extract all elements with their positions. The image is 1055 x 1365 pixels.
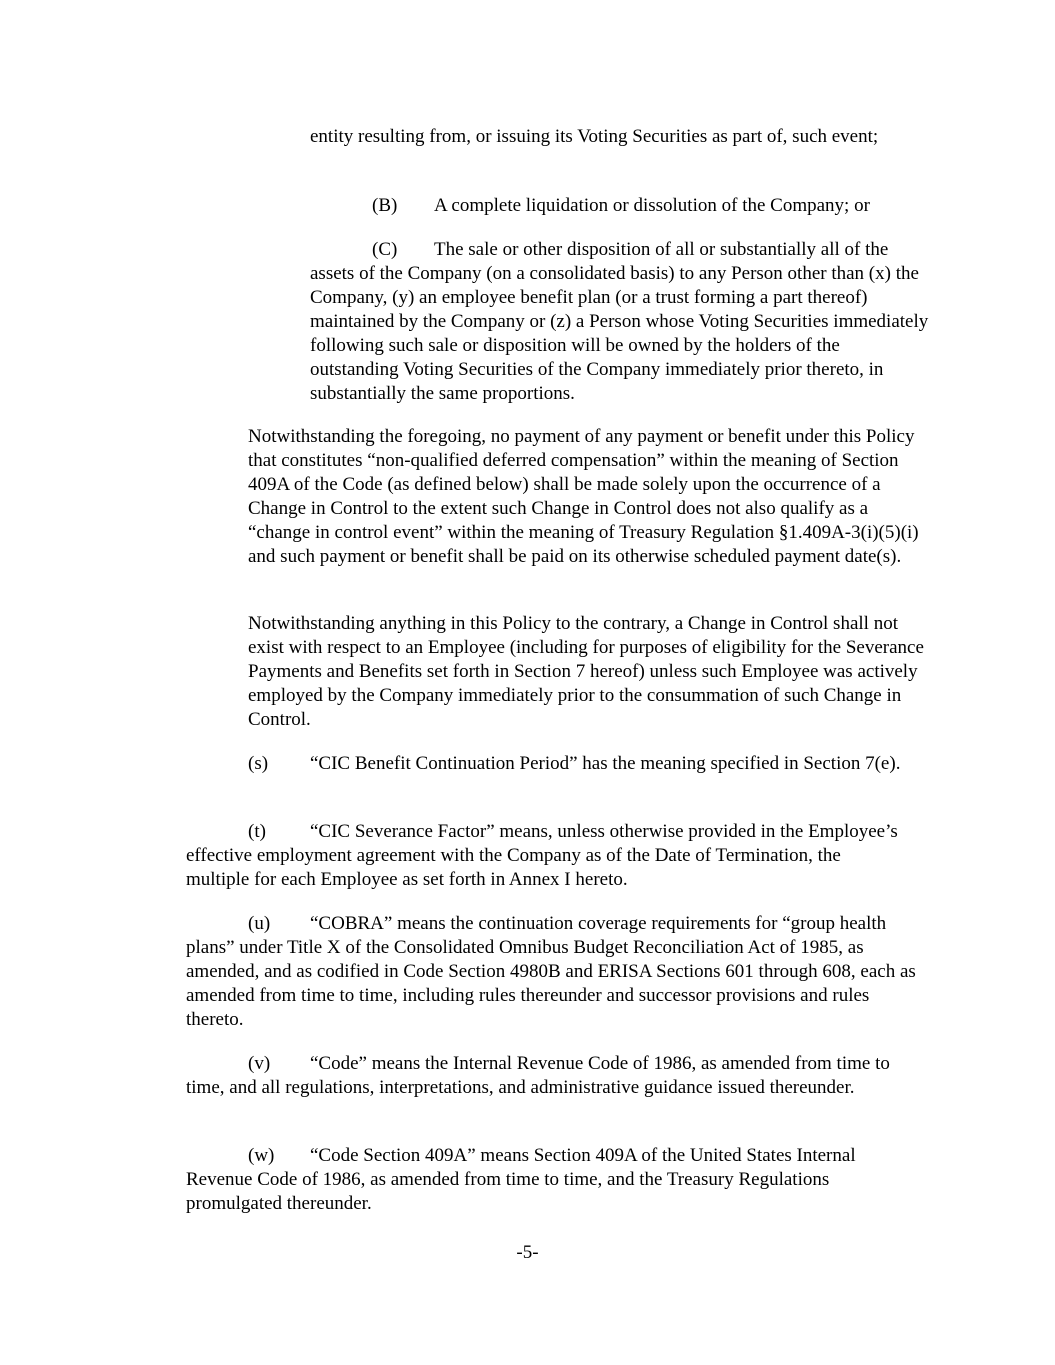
- definition-t: [186, 820, 906, 892]
- definition-v-label: (v): [248, 1053, 271, 1074]
- definition-u-text: “COBRA” means the continuation coverage requirements for “group health plans” under Title X of the Consolidated Omnibus Budget Reconciliation Act of 1985, as amended, and as codified in Code Section 4980B and ERISA Sections 601 through 608, each as amended from time to time, including rules thereunder and successor provisions and rules thereto.: [186, 913, 916, 1030]
- notwithstanding-paragraph-2: Notwithstanding anything in this Policy to the contrary, a Change in Control shall not exist with respect to an Employee (including for purposes of eligibility for the Severance Payments and Benefits set forth in Section 7 hereof) unless such Employee was actively employed by the Company immediately prior to the consummation of such Change in Control.: [248, 613, 924, 730]
- definition-v-text: “Code” means the Internal Revenue Code of 1986, as amended from time to time, and all regulations, interpretations, and administrative guidance issued thereunder.: [186, 1053, 890, 1098]
- definition-s-label: (s): [248, 753, 269, 774]
- definition-w-text: “Code Section 409A” means Section 409A of the United States Internal Revenue Code of 1986, as amended from time to time, and the Treasury Regulations promulgated thereunder.: [186, 1145, 856, 1214]
- definition-t-text: “CIC Severance Factor” means, unless otherwise provided in the Employee’s effective employment agreement with the Company as of the Date of Termination, the multiple for each Employee as set forth in Annex I hereto.: [186, 821, 898, 890]
- definition-s: [186, 752, 916, 776]
- definition-u: [186, 912, 921, 1032]
- item-c-label: (C): [372, 239, 398, 260]
- continuation-paragraph: entity resulting from, or issuing its Voting Securities as part of, such event;: [310, 126, 879, 147]
- definition-s-text: “CIC Benefit Continuation Period” has the meaning specified in Section 7(e).: [310, 753, 901, 774]
- item-b-paragraph: [372, 194, 932, 218]
- item-b-text: A complete liquidation or dissolution of the Company; or: [434, 195, 870, 216]
- definition-w-label: (w): [248, 1145, 275, 1166]
- page-number: -5-: [516, 1242, 539, 1263]
- definition-v: [186, 1052, 926, 1100]
- definition-w: [186, 1144, 916, 1216]
- item-c-text: The sale or other disposition of all or substantially all of the assets of the Company (on a consolidated basis) to any Person other than (x) the Company, (y) an employee benefit plan (or a trust forming a part thereof) maintained by the Company or (z) a Person whose Voting Securities immediately following such sale or disposition will be owned by the holders of the outstanding Voting Securities of the Company immediately prior thereto, in substantially the same proportions.: [310, 239, 929, 404]
- definition-t-label: (t): [248, 821, 266, 842]
- notwithstanding-paragraph-1: Notwithstanding the foregoing, no payment of any payment or benefit under this Policy that constitutes “non-qualified deferred compensation” within the meaning of Section 409A of the Code (as defined below) shall be made solely upon the occurrence of a Change in Control to the extent such Change in Control does not also qualify as a “change in control event” within the meaning of Treasury Regulation §1.409A-3(i)(5)(i) and such payment or benefit shall be paid on its otherwise scheduled payment date(s).: [248, 426, 919, 567]
- definition-u-label: (u): [248, 913, 271, 934]
- item-c-paragraph: [310, 238, 932, 406]
- item-b-label: (B): [372, 195, 398, 216]
